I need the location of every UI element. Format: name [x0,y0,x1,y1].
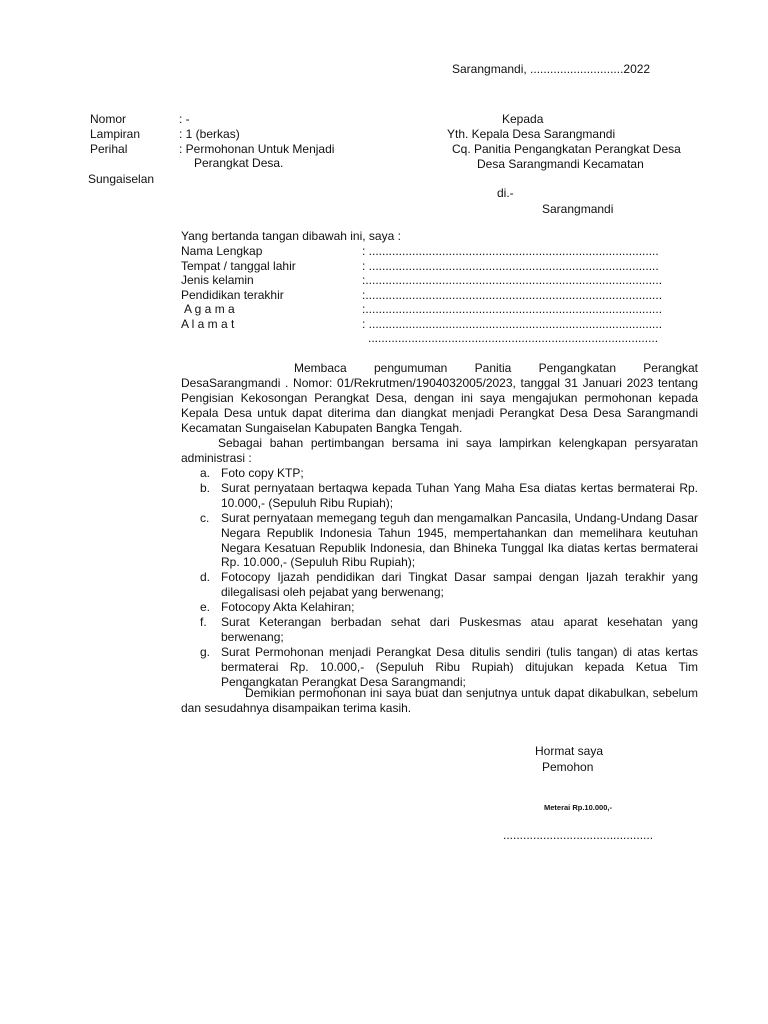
recipient-kepada: Kepada [502,112,544,126]
list-item [181,466,698,481]
recipient-place: Sarangmandi [542,202,614,216]
list-item-mark: a. [200,466,211,480]
identity-field-row [181,273,701,288]
list-item [181,615,698,645]
recipient-line-2: Cq. Panitia Pengangkatan Perangkat Desa [452,142,681,156]
requirements-list [181,466,698,690]
place-date: Sarangmandi, ............................2022 [452,62,651,76]
list-item-mark: c. [200,510,210,525]
field-label-pendidikan: Pendidikan terakhir [181,287,284,302]
list-item [181,570,698,600]
identity-intro: Yang bertanda tangan dibawah ini, saya : [181,229,401,243]
list-item-text: Surat Permohonan menjadi Perangkat Desa ditulis sendiri (tulis tangan) di atas kertas bermaterai Rp. 10.000,- (Sepuluh Ribu Rupiah) ditujukan kepada Ketua Tim Pengangkatan Perangkat Desa Sarangmandi; [221,644,698,689]
body-paragraph-2: Sebagai bahan pertimbangan bersama ini saya lampirkan kelengkapan persyaratan administrasi : [181,436,698,465]
list-item-text: Foto copy KTP; [221,466,304,480]
list-item [181,645,698,690]
field-value-pendidikan: :......................................................................................... [362,287,663,302]
header-overflow-line: Sungaiselan [88,172,155,186]
identity-field-row [181,244,701,259]
list-item [181,511,698,571]
list-item-mark: f. [200,615,207,630]
recipient-line-3: Desa Sarangmandi Kecamatan [477,157,644,171]
field-value-jenis-kelamin: :......................................................................................... [362,273,663,287]
list-item-text: Fotocopy Akta Kelahiran; [221,600,355,615]
field-label-ttl: Tempat / tanggal lahir [181,258,296,273]
field-label-agama: A g a m a [184,302,235,316]
list-item [181,481,698,511]
closing-paragraph: Demikian permohonan ini saya buat dan senjutnya untuk dapat dikabulkan, sebelum dan sesudahnya disampaikan terima kasih. [181,686,698,715]
field-label-nama: Nama Lengkap [181,244,263,258]
perihal-value-continued: Perangkat Desa. [194,156,284,171]
field-value-alamat-continued: ....................................................................................... [368,331,659,345]
nomor-label: Nomor [90,112,127,126]
field-value-agama: :......................................................................................... [362,302,663,316]
identity-field-row [181,259,701,274]
field-value-ttl: : ....................................................................................... [362,258,659,273]
field-label-alamat: A l a m a t [181,316,235,331]
perihal-label: Perihal [90,141,128,156]
list-item-mark: e. [200,600,211,615]
list-item-mark: d. [200,570,211,585]
list-item-text: Surat Keterangan berbadan sehat dari Puskesmas atau aparat kesehatan yang berwenang; [221,615,698,644]
identity-field-row [181,302,701,317]
recipient-line-1: Yth. Kepala Desa Sarangmandi [447,127,616,141]
lampiran-label: Lampiran [90,126,141,141]
signature-regards: Hormat saya [535,744,604,758]
list-item-text: Surat pernyataan memegang teguh dan mengamalkan Pancasila, Undang-Undang Dasar Negara Republik Indonesia Tahun 1945, mempertahankan dan memelihara keutuhan Negara Kesatuan Republik Indonesia, dan Bhineka Tunggal Ika diatas kertas bermaterai Rp. 10.000,- (Sepuluh Ribu Rupiah); [221,510,698,570]
signature-role: Pemohon [542,760,594,774]
signature-name-line: ............................................. [503,828,654,842]
identity-field-row [181,288,701,303]
list-item-mark: b. [200,480,211,495]
field-label-jenis-kelamin: Jenis kelamin [181,273,254,287]
list-item-mark: g. [200,644,211,659]
nomor-value: : - [179,112,190,126]
list-item-text: Fotocopy Ijazah pendidikan dari Tingkat Dasar sampai dengan Ijazah terakhir yang dilegalisasi oleh pejabat yang berwenang; [221,570,698,600]
perihal-value: : Permohonan Untuk Menjadi [179,141,335,156]
field-value-alamat: : ........................................................................................ [362,316,663,331]
lampiran-value: : 1 (berkas) [179,126,240,141]
identity-fields [181,244,701,346]
identity-field-row [181,317,701,332]
letter-header [90,112,390,171]
stamp-duty-label: Meterai Rp.10.000,- [544,803,612,812]
recipient-di: di.- [497,186,514,200]
field-value-nama: : ....................................................................................... [362,244,659,258]
body-paragraph-1: Membaca pengumuman Panitia Pengangkatan Perangkat DesaSarangmandi . Nomor: 01/Rekrutmen/1904032005/2023, tanggal 31 Januari 2023 tentang Pengisian Kekosongan Perangkat Desa, dengan ini saya mengajukan permohonan kepada Kepala Desa untuk dapat diterima dan diangkat menjadi Perangkat Desa Desa Sarangmandi Kecamatan Sungaiselan Kabupaten Bangka Tengah. [181,361,698,435]
list-item-text: Surat pernyataan bertaqwa kepada Tuhan Yang Maha Esa diatas kertas bermaterai Rp. 10.000,- (Sepuluh Ribu Rupiah); [221,480,698,510]
list-item [181,600,698,615]
identity-field-row [181,331,701,346]
